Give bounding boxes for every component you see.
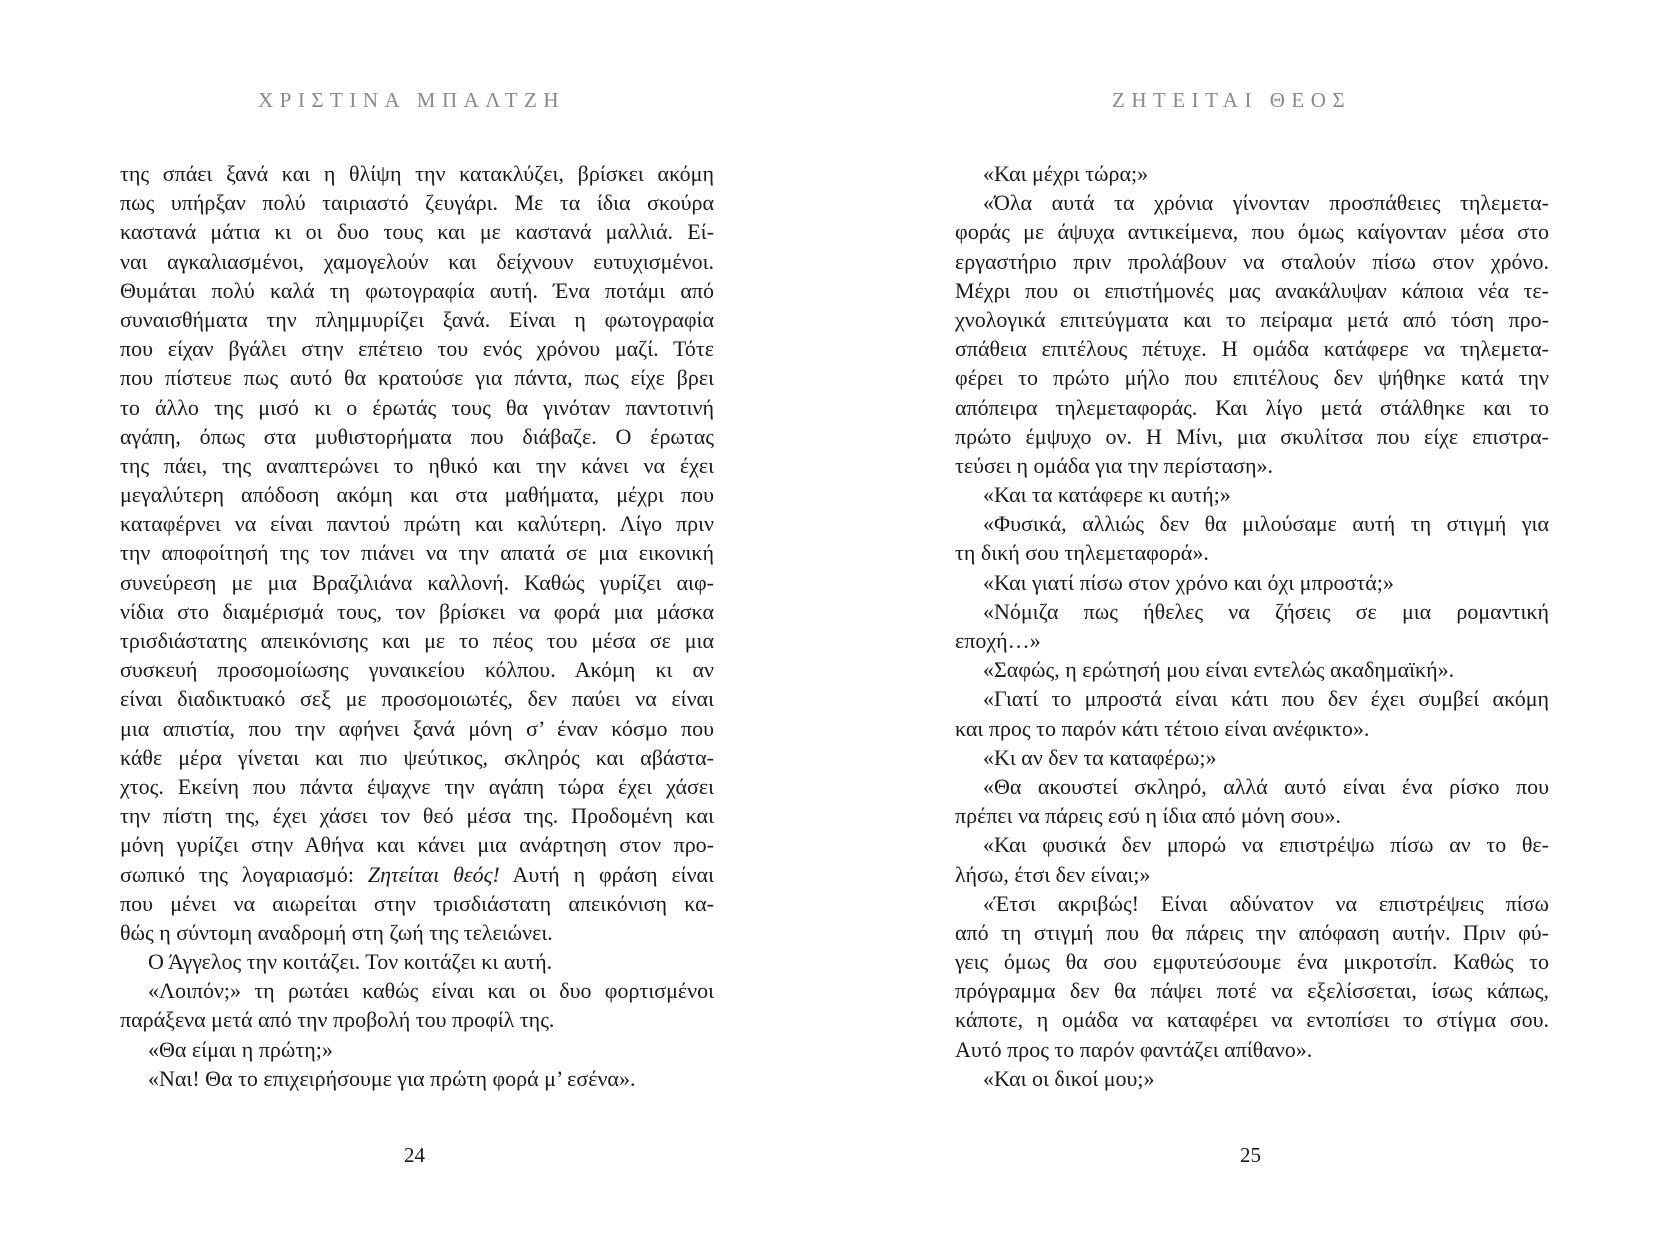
text-line: μια απιστία, που την αφήνει ξανά μόνη σ’ έναν κόσμο που <box>120 715 714 741</box>
text-line: καταφέρνει να είναι παντού πρώτη και καλύτερη. Λίγο πριν <box>120 511 714 537</box>
text-line: «Έτσι ακριβώς! Είναι αδύνατον να επιστρέψεις πίσω <box>983 890 1549 916</box>
text-line: μεγαλύτερη απόδοση ακόμη και στα μαθήματα, μέχρι που <box>120 482 714 508</box>
text-line: θώς η σύντομη αναδρομή στη ζωή της τελειώνει. <box>120 919 553 945</box>
text-line: νίδια στο διαμέρισμά τους, τον βρίσκει να φορά μια μάσκα <box>120 598 714 624</box>
text-line: τη δική σου τηλεμεταφορά». <box>955 540 1209 566</box>
text-line: «Και γιατί πίσω στον χρόνο και όχι μπροστά;» <box>983 569 1394 595</box>
text-line: συνεύρεση με μια Βραζιλιάνα καλλονή. Καθώς γυρίζει αιφ- <box>120 569 714 595</box>
text-line: «Κι αν δεν τα καταφέρω;» <box>983 744 1217 770</box>
running-head-title: ΖΗΤΕΙΤΑΙ ΘΕΟΣ <box>1112 88 1352 112</box>
left-body-text <box>120 159 714 1093</box>
text-line: που πίστευε πως αυτό θα κρατούσε για πάντα, πως είχε βρει <box>120 365 714 391</box>
text-line: χτος. Εκείνη που πάντα έψαχνε την αγάπη τώρα έχει χάσει <box>120 773 714 799</box>
text-line: «Όλα αυτά τα χρόνια γίνονταν προσπάθειες τηλεμετα- <box>983 190 1549 216</box>
text-line: κάποτε, η ομάδα να καταφέρει να εντοπίσει το στίγμα σου. <box>955 1007 1549 1033</box>
text-line: συσκευή προσομοίωσης γυναικείου κόλπου. Ακόμη κι αν <box>120 657 714 683</box>
text-segment: Αυτή η φράση είναι <box>499 861 714 887</box>
text-line: της πάει, της αναπτερώνει το ηθικό και την κάνει να έχει <box>120 452 714 478</box>
text-segment: σωπικό της λογαριασμό: <box>120 861 368 887</box>
page-number: 25 <box>1240 1143 1261 1167</box>
text-line: απόπειρα τηλεμεταφοράς. Και λίγο μετά στάλθηκε και το <box>955 394 1549 420</box>
text-line: από τη στιγμή που θα πάρεις την απόφαση αυτήν. Πριν φύ- <box>955 919 1549 945</box>
text-line <box>120 860 714 889</box>
text-line: Θυμάται πολύ καλά τη φωτογραφία αυτή. Ένα ποτάμι από <box>120 277 714 303</box>
text-line: παράξενα μετά από την προβολή του προφίλ της. <box>120 1007 555 1033</box>
text-line: «Ναι! Θα το επιχειρήσουμε για πρώτη φορά μ’ εσένα». <box>148 1065 636 1091</box>
text-line: την αποφοίτησή της τον πιάνει να την απατά σε μια εικονική <box>120 540 714 566</box>
text-line: της σπάει ξανά και η θλίψη την κατακλύζει, βρίσκει ακόμη <box>120 161 714 186</box>
text-line: είναι διαδικτυακό σεξ με προσομοιωτές, δεν παύει να είναι <box>120 686 714 712</box>
text-line: τρισδιάστατης απεικόνισης και με το πέος του μέσα σε μια <box>120 628 714 653</box>
text-line: «Γιατί το μπροστά είναι κάτι που δεν έχει συμβεί ακόμη <box>983 686 1549 712</box>
text-line: πως υπήρξαν πολύ ταιριαστό ζευγάρι. Με τα ίδια σκούρα <box>120 190 714 216</box>
italic-text-segment: Ζητείται θεός! <box>367 861 500 887</box>
text-line: το άλλο της μισό κι ο έρωτάς τους θα γινόταν παντοτινή <box>120 394 714 420</box>
text-line: τεύσει η ομάδα για την περίσταση». <box>955 452 1274 478</box>
text-line: Ο Άγγελος την κοιτάζει. Τον κοιτάζει κι αυτή. <box>148 949 553 975</box>
text-line: «Νόμιζα πως ήθελες να ζήσεις σε μια ρομαντική <box>983 598 1549 624</box>
text-line: «Λοιπόν;» τη ρωτάει καθώς είναι και οι δυο φορτισμένοι <box>148 978 714 1004</box>
text-line: εργαστήριο πριν προλάβουν να σταλούν πίσω στον χρόνο. <box>955 248 1549 274</box>
text-line: σπάθεια επιτέλους πέτυχε. Η ομάδα κατάφερε να τηλεμετα- <box>955 336 1549 362</box>
text-line: φέρει το πρώτο μήλο που επιτέλους δεν ψήθηκε κατά την <box>955 365 1549 391</box>
text-line: συναισθήματα την πλημμυρίζει ξανά. Είναι η φωτογραφία <box>120 306 714 332</box>
text-line: φοράς με άψυχα αντικείμενα, που όμως καίγονταν μέσα στο <box>955 219 1549 245</box>
text-line: «Και μέχρι τώρα;» <box>983 161 1149 186</box>
text-line: χνολογικά επιτεύγματα και το πείραμα μετά από τόση προ- <box>955 306 1549 332</box>
right-page <box>827 0 1654 1240</box>
text-line: που μένει να αιωρείται στην τρισδιάστατη απεικόνιση κα- <box>120 890 714 916</box>
text-line: «Θα είμαι η πρώτη;» <box>148 1036 333 1062</box>
text-line: εποχή…» <box>955 628 1041 653</box>
running-head-author: ΧΡΙΣΤΙΝΑ ΜΠΑΛΤΖΗ <box>258 88 566 112</box>
text-line: μόνη γυρίζει στην Αθήνα και κάνει μια ανάρτηση στον προ- <box>120 832 714 858</box>
text-line: λήσω, έτσι δεν είναι;» <box>955 861 1151 887</box>
text-line: «Και οι δικοί μου;» <box>983 1065 1155 1091</box>
text-line: «Σαφώς, η ερώτησή μου είναι εντελώς ακαδημαϊκή». <box>983 657 1455 683</box>
right-body-text <box>955 159 1549 1093</box>
text-line: που είχαν βγάλει στην επέτειο του ενός χρόνου μαζί. Τότε <box>120 336 714 362</box>
text-line: Μέχρι που οι επιστήμονές μας ανακάλυψαν κάποια νέα τε- <box>955 277 1549 303</box>
text-line: πρόγραμμα δεν θα πάψει ποτέ να εξελίσσεται, ίσως κάπως, <box>955 978 1549 1004</box>
text-line: «Θα ακουστεί σκληρό, αλλά αυτό είναι ένα ρίσκο που <box>983 773 1549 799</box>
text-line: καστανά μάτια κι οι δυο τους και με καστανά μαλλιά. Εί- <box>120 219 714 245</box>
text-line: αγάπη, όπως στα μυθιστορήματα που διάβαζε. Ο έρωτας <box>120 423 714 449</box>
text-line: «Και φυσικά δεν μπορώ να επιστρέψω πίσω αν το θε- <box>983 832 1549 858</box>
page-number: 24 <box>404 1143 425 1167</box>
text-line: πρέπει να πάρεις εσύ η ίδια από μόνη σου». <box>955 803 1341 829</box>
text-line: «Και τα κατάφερε κι αυτή;» <box>983 482 1231 508</box>
text-line: και προς το παρόν κάτι τέτοιο είναι ανέφικτο». <box>955 715 1370 741</box>
text-line: γεις όμως θα σου εμφυτεύσουμε ένα μικροτσίπ. Καθώς το <box>955 949 1549 975</box>
text-line: ναι αγκαλιασμένοι, χαμογελούν και δείχνουν ευτυχισμένοι. <box>120 248 714 274</box>
text-line: «Φυσικά, αλλιώς δεν θα μιλούσαμε αυτή τη στιγμή για <box>983 511 1549 537</box>
text-line: πρώτο έμψυχο ον. Η Μίνι, μια σκυλίτσα που είχε επιστρα- <box>955 423 1549 449</box>
text-line: Αυτό προς το παρόν φαντάζει απίθανο». <box>955 1036 1313 1062</box>
text-line: κάθε μέρα γίνεται και πιο ψεύτικος, σκληρός και αβάστα- <box>120 744 714 770</box>
text-line: την πίστη της, έχει χάσει τον θεό μέσα της. Προδομένη και <box>120 803 714 829</box>
